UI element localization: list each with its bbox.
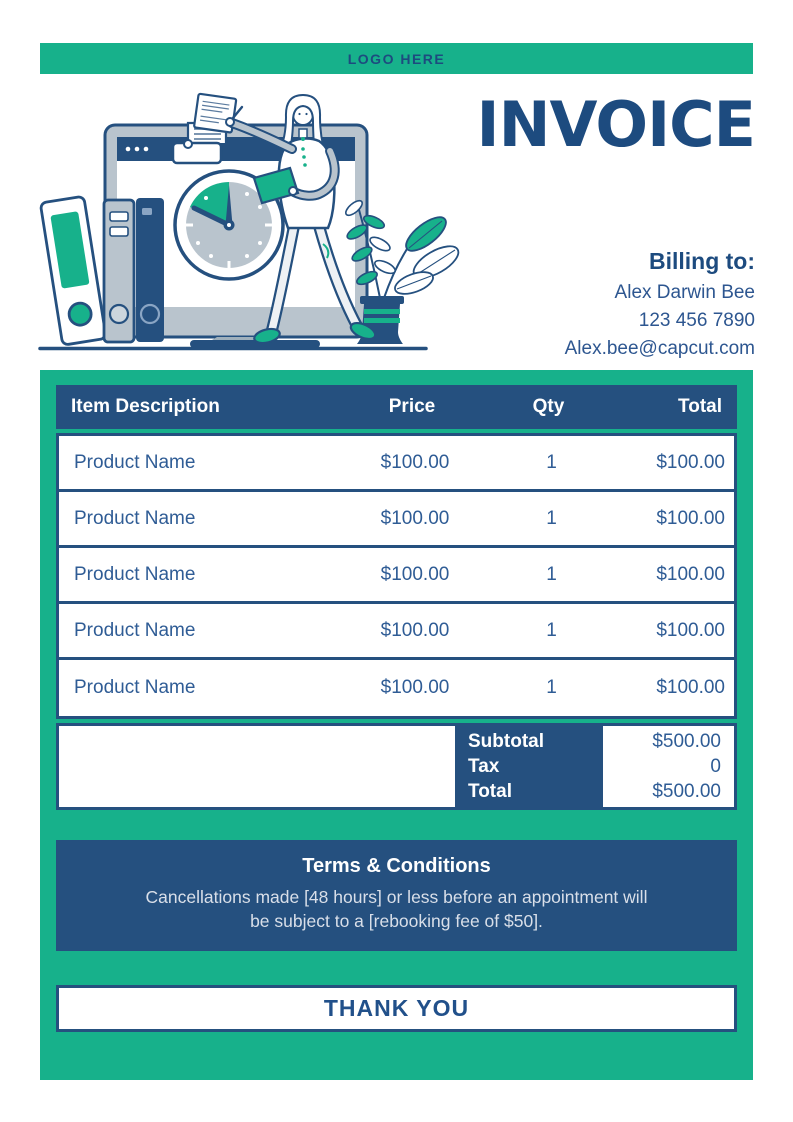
cell-total: $100.00 — [656, 619, 725, 641]
thank-you-box — [56, 985, 737, 1032]
summary-label: Subtotal — [468, 731, 544, 752]
cell-price: $100.00 — [380, 507, 450, 529]
invoice-table-body — [56, 433, 737, 719]
table-row — [59, 436, 734, 492]
billing-block — [565, 248, 755, 363]
logo-text: LOGO HERE — [347, 50, 446, 67]
column-header-price: Price — [388, 396, 436, 417]
cell-price: $100.00 — [380, 451, 450, 473]
logo-bar — [40, 43, 753, 74]
table-row — [59, 660, 734, 716]
cell-total: $100.00 — [656, 451, 725, 473]
cell-description: Product Name — [74, 677, 196, 698]
cell-price: $100.00 — [380, 563, 450, 585]
terms-title: Terms & Conditions — [302, 855, 491, 877]
column-header-description: Item Description — [71, 396, 220, 417]
cell-total: $100.00 — [656, 563, 725, 585]
cell-qty: 1 — [546, 451, 557, 473]
summary-label: Total — [468, 781, 512, 802]
cell-qty: 1 — [546, 507, 557, 529]
summary-value: $500.00 — [652, 731, 721, 752]
summary-label: Tax — [468, 756, 500, 777]
table-row — [59, 604, 734, 660]
summary-labels — [455, 726, 603, 807]
page-title: INVOICE — [476, 88, 755, 161]
cell-total: $100.00 — [656, 507, 725, 529]
cell-description: Product Name — [74, 619, 196, 641]
table-header-row — [56, 385, 737, 429]
cell-qty: 1 — [546, 563, 557, 585]
billing-heading: Billing to: — [648, 248, 755, 274]
terms-line-1: Cancellations made [48 hours] or less before an appointment will — [145, 887, 648, 907]
cell-description: Product Name — [74, 563, 196, 585]
summary-values — [603, 726, 734, 807]
cell-description: Product Name — [74, 451, 196, 473]
terms-line-2: be subject to a [rebooking fee of $50]. — [250, 911, 543, 931]
table-row — [59, 548, 734, 604]
binders-illustration — [40, 196, 164, 345]
cell-qty: 1 — [546, 619, 557, 641]
thank-you-text: THANK YOU — [323, 995, 470, 1021]
cell-qty: 1 — [546, 677, 557, 698]
column-header-total: Total — [678, 396, 722, 417]
summary-section — [56, 723, 737, 810]
summary-value: $500.00 — [652, 781, 721, 802]
cell-description: Product Name — [74, 507, 196, 529]
table-row — [59, 492, 734, 548]
billing-email: Alex.bee@capcut.com — [564, 338, 755, 359]
billing-name: Alex Darwin Bee — [614, 282, 755, 303]
cell-price: $100.00 — [380, 677, 450, 698]
billing-phone: 123 456 7890 — [638, 310, 755, 331]
hero-illustration — [36, 86, 460, 356]
cell-total: $100.00 — [656, 677, 725, 698]
summary-value: 0 — [710, 756, 721, 777]
terms-box — [56, 840, 737, 951]
invoice-panel — [40, 370, 753, 1080]
column-header-qty: Qty — [532, 396, 565, 417]
summary-spacer — [59, 726, 455, 807]
cell-price: $100.00 — [380, 619, 450, 641]
